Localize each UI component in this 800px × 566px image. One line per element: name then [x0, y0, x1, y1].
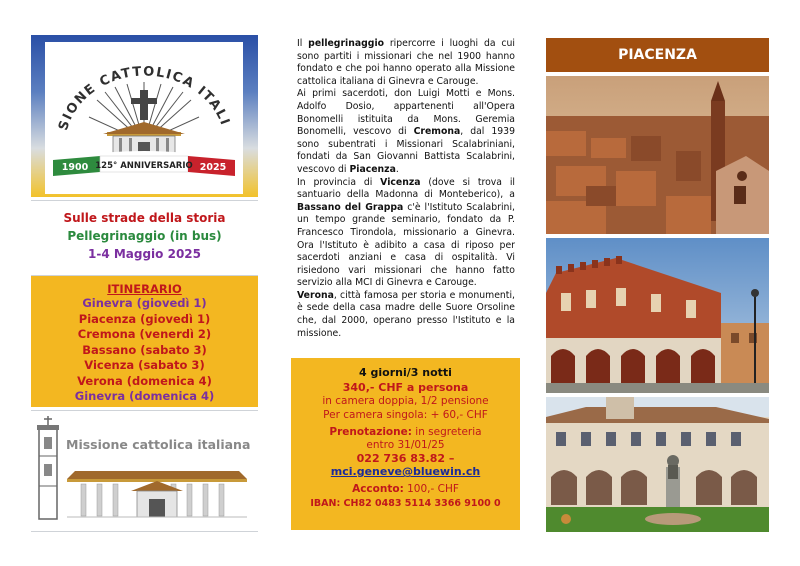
svg-text:MISSIONE CATTOLICA ITALIANA: [45, 42, 232, 132]
reservation-info: Prenotazione: in segreteria: [329, 426, 482, 438]
missione-logo: [45, 42, 243, 194]
logo-year-end: 2025: [199, 162, 227, 173]
description-text: [297, 38, 515, 340]
description-paragraph: Verona, città famosa per storia e monumenti, è sede della casa madre delle Suore Orsoline che, dal 2000, operano presso l'Istituto e la missione.: [297, 289, 515, 339]
room-single-info: Per camera singola: + 60,- CHF: [323, 409, 488, 421]
mission-footer: [31, 410, 258, 532]
description-paragraph: Ai primi sacerdoti, don Luigi Motti e Mons. Adolfo Dosio, appartenenti all'Opera Bonomelli istituita da Mons. Geremia Bonomelli, vescovo di Cremona, dal 1939 sono subentrati i Missionari Scalabriniani, fondati da San Giovanni Battista Scalabrini, vescovo di Piacenza.: [297, 88, 515, 175]
reservation-deadline: entro 31/01/25: [366, 439, 445, 451]
org-name: Missione cattolica italiana: [66, 437, 251, 452]
mission-building-icon: [31, 411, 258, 531]
logo-year-start: 1900: [61, 162, 89, 173]
istituto-scalabrini-photo: [546, 397, 769, 532]
trip-title-box: [31, 200, 258, 276]
trip-type: Pellegrinaggio (in bus): [67, 229, 222, 243]
itinerary-stop: Verona (domenica 4): [77, 373, 212, 388]
itinerary-box: [31, 276, 258, 407]
palazzo-gotico-photo: [546, 238, 769, 393]
itinerary-stop: Vicenza (sabato 3): [84, 358, 205, 372]
itinerary-stop: Bassano (sabato 3): [82, 342, 207, 357]
trip-duration: 4 giorni/3 notti: [359, 366, 452, 379]
logo-anniversary: 125° ANNIVERSARIO: [95, 161, 193, 171]
city-title: PIACENZA: [546, 38, 769, 72]
iban-number: IBAN: CH82 0483 5114 3366 9100 0: [310, 498, 501, 509]
trip-price: 340,- CHF a persona: [342, 381, 469, 394]
piacenza-aerial-photo: [546, 76, 769, 234]
contact-email-link[interactable]: mci.geneve@bluewin.ch: [330, 465, 481, 478]
itinerary-heading: ITINERARIO: [107, 282, 182, 296]
trip-dates: 1-4 Maggio 2025: [87, 247, 201, 261]
itinerary-stop: Ginevra (domenica 4): [74, 389, 215, 403]
church-building-icon: [103, 122, 185, 154]
cross-icon: [131, 90, 157, 120]
itinerary-stop: Piacenza (giovedì 1): [78, 311, 211, 326]
room-double-info: in camera doppia, 1/2 pensione: [322, 395, 489, 407]
deposit-info: Acconto: 100,- CHF: [352, 483, 459, 495]
contact-phone[interactable]: 022 736 83.82 –: [356, 452, 455, 465]
description-paragraph: Il pellegrinaggio ripercorre i luoghi da cui sono partiti i missionari che nel 1900 hanno fondato e che poi hanno operato alla Missione cattolica italiana di Ginevra e Carouge.: [297, 38, 515, 87]
itinerary-stop: Cremona (venerdì 2): [77, 327, 212, 341]
pricing-box: [291, 358, 520, 530]
logo-arc-text: SIONE CATTOLICA ITALI: [56, 64, 233, 133]
description-paragraph: In provincia di Vicenza (dove si trova il santuario della Madonna di Monteberico), a Bassano del Grappa c'è l'Istituto Scalabrini, un tempo grande seminario, fondato da P. Francesco Tirondola, missionario a Ginevra. Ora l'Istituto è adibito a casa di riposo per sacerdoti anziani e casa di ospitalità. Vi risiedono vari missionari che hanno fatto servizio alla MCI di Ginevra e Carouge.: [297, 176, 515, 289]
logo-emblem: [45, 42, 243, 194]
itinerary-stop: Ginevra (giovedì 1): [82, 296, 207, 310]
trip-subtitle: Sulle strade della storia: [63, 211, 226, 225]
